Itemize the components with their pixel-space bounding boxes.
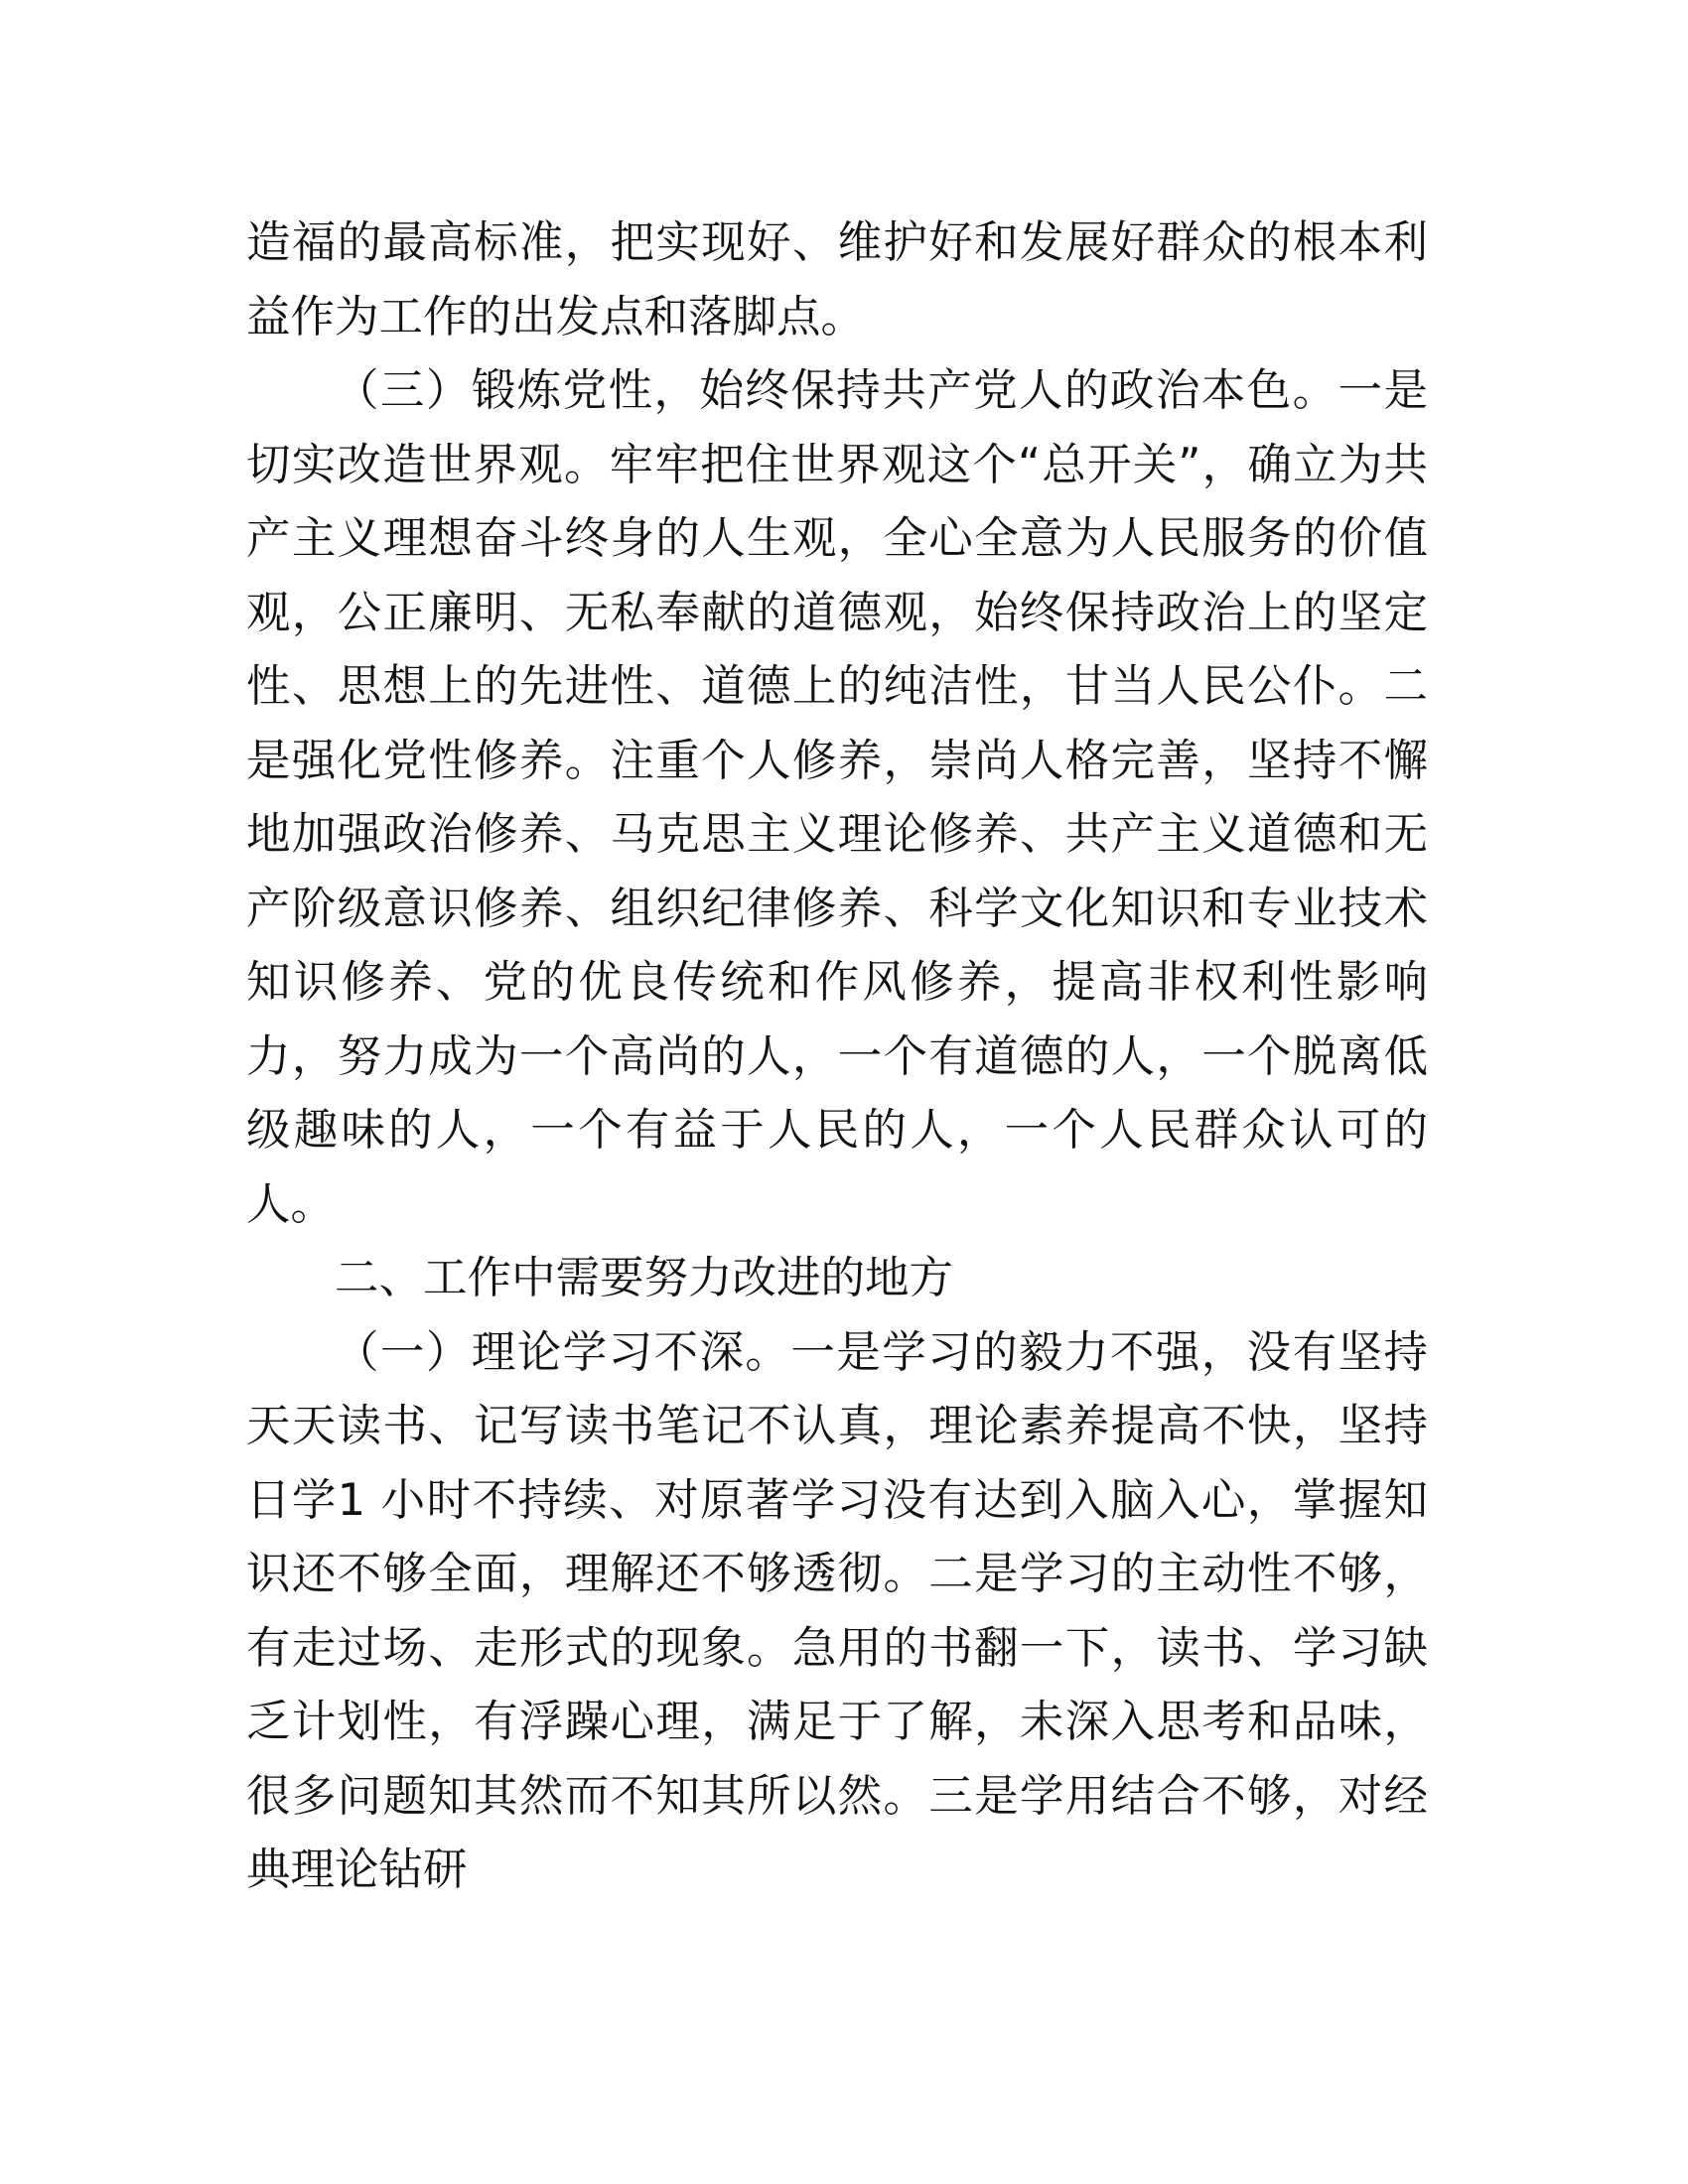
heading-section-two: 二、工作中需要努力改进的地方 — [335, 1253, 954, 1303]
paragraph-section-three: （三）锻炼党性，始终保持共产党人的政治本色。一是切实改造世界观。牢牢把住世界观这个“总开关”，确立为共产主义理想奋斗终身的人生观，全心全意为人民服务的价值观，公正廉明、无私奉献的道德观，始终保持政治上的坚定性、思想上的先进性、道德上的纯洁性，甘当人民公仆。二是强化党性修养。注重个人修养，崇尚人格完善，坚持不懈地加强政治修养、马克思主义理论修养、共产主义道德和无产阶级意识修养、组织纪律修养、科学文化知识和专业技术知识修养、党的优良传统和作风修养，提高非权利性影响力，努力成为一个高尚的人，一个有道德的人，一个脱离低级趣味的人，一个有益于人民的人，一个人民群众认可的人。 — [246, 365, 1428, 1230]
paragraph-subsection-one: （一）理论学习不深。一是学习的毅力不强，没有坚持天天读书、记写读书笔记不认真，理论素养提高不快，坚持日学1 小时不持续、对原著学习没有达到入脑入心，掌握知识还不够全面，理解还不够透彻。二是学习的主动性不够，有走过场、走形式的现象。急用的书翻一下，读书、学习缺乏计划性，有浮躁心理，满足于了解，未深入思考和品味，很多问题知其然而不知其所以然。三是学用结合不够，对经典理论钻研 — [246, 1326, 1428, 1895]
paragraph-continuation: 造福的最高标准，把实现好、维护好和发展好群众的根本利益作为工作的出发点和落脚点。 — [246, 217, 1428, 342]
document-page — [246, 206, 1428, 1908]
